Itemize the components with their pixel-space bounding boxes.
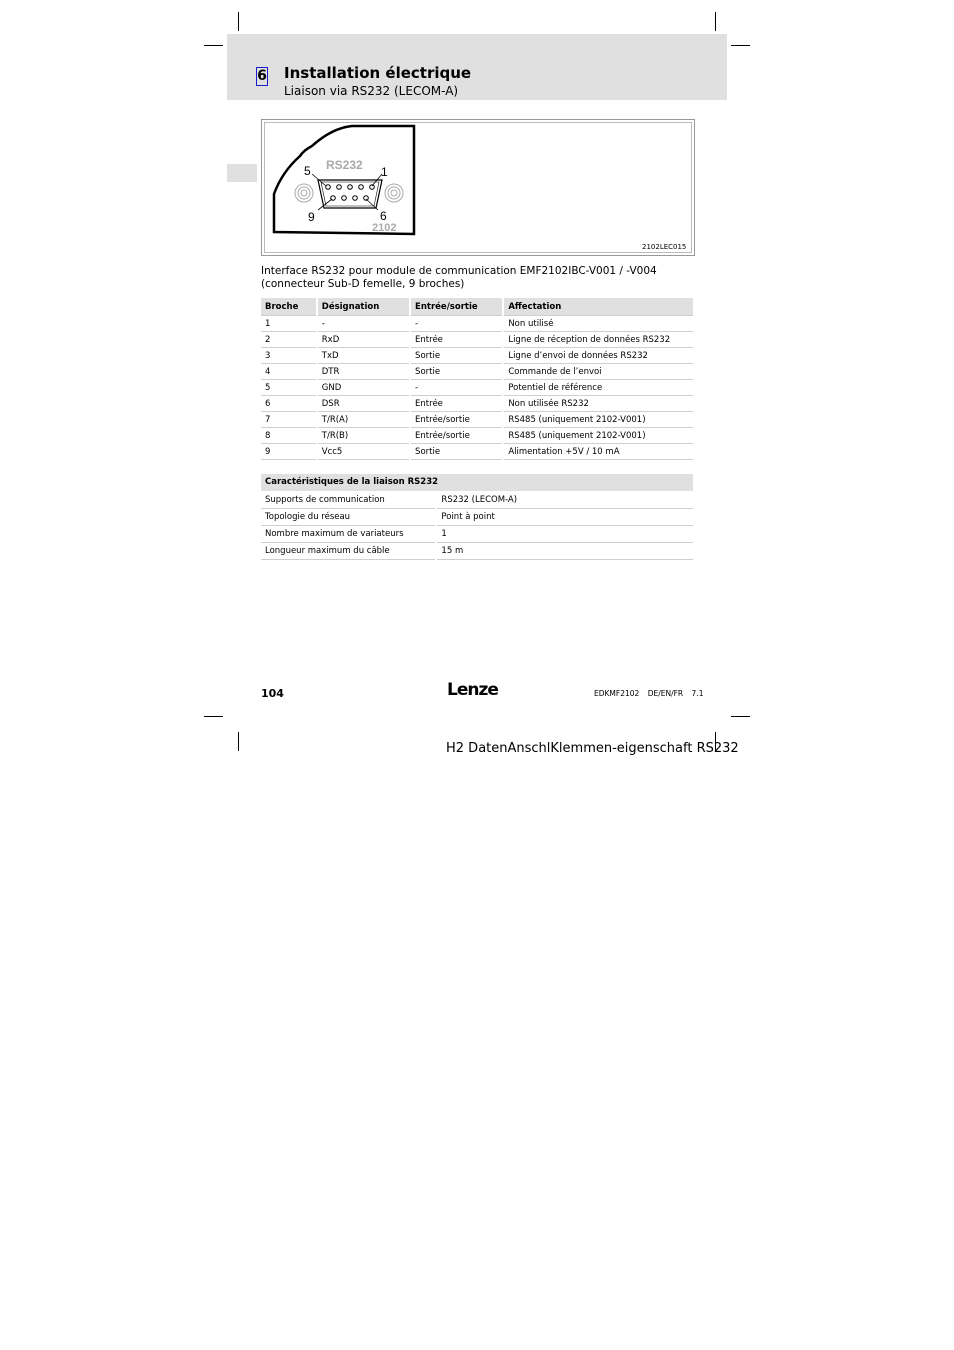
spec-value-cell: 1 [437,526,693,543]
pin-cell: 5 [261,380,316,396]
pin-cell: 9 [261,444,316,460]
doc-languages: DE/EN/FR [647,689,684,698]
crop-mark [238,12,239,31]
crop-mark [204,45,223,46]
assignment-cell: Potentiel de référence [504,380,693,396]
spec-name-cell: Topologie du réseau [261,509,435,526]
side-tab-marker [227,164,257,182]
crop-mark [204,716,223,717]
table-header-row [261,298,693,316]
chapter-title: Installation électrique [284,64,472,82]
lenze-logo: Lenze [447,680,498,700]
table-row [261,428,693,444]
table-row [261,492,693,509]
spec-name-cell: Longueur maximum du câble [261,543,435,560]
spec-value-cell: 15 m [437,543,693,560]
footer-reference: H2 DatenAnschlKlemmen-eigenschaft RS232 [446,741,739,756]
pin-table-body [261,316,693,460]
table-row [261,526,693,543]
spec-name-cell: Nombre maximum de variateurs [261,526,435,543]
col-header-assignment: Affectation [504,298,693,316]
spec-value-cell: RS232 (LECOM-A) [437,492,693,509]
designation-cell: DSR [318,396,409,412]
assignment-cell: Ligne d’envoi de données RS232 [504,348,693,364]
assignment-cell: RS485 (uniquement 2102-V001) [504,428,693,444]
chapter-number[interactable]: 6 [257,68,267,84]
pin-cell: 1 [261,316,316,332]
page-number: 104 [261,687,284,700]
pin-label-6: 6 [380,209,387,223]
pin-label-1: 1 [381,165,388,179]
assignment-cell: Ligne de réception de données RS232 [504,332,693,348]
io-cell: Entrée/sortie [411,412,502,428]
io-cell: Entrée [411,396,502,412]
io-cell: Sortie [411,348,502,364]
table-row [261,332,693,348]
link-spec-table [259,492,695,560]
table-row [261,396,693,412]
table-row [261,444,693,460]
doc-id: EDKMF2102 [594,689,640,698]
designation-cell: - [318,316,409,332]
designation-cell: RxD [318,332,409,348]
assignment-cell: Non utilisé [504,316,693,332]
pin-assignment-table [259,298,695,460]
spec-table-body [261,492,693,560]
io-cell: Sortie [411,364,502,380]
device-label: 2102 [372,222,397,234]
spec-name-cell: Supports de communication [261,492,435,509]
crop-mark [715,12,716,31]
pin-cell: 6 [261,396,316,412]
pin-cell: 2 [261,332,316,348]
io-cell: - [411,380,502,396]
table-row [261,509,693,526]
figure-code: 2102LEC015 [642,243,687,251]
assignment-cell: Alimentation +5V / 10 mA [504,444,693,460]
designation-cell: T/R(B) [318,428,409,444]
io-cell: Entrée [411,332,502,348]
designation-cell: T/R(A) [318,412,409,428]
crop-mark [731,45,750,46]
crop-mark [731,716,750,717]
io-cell: Entrée/sortie [411,428,502,444]
rs232-connector-drawing [262,120,694,255]
pin-label-5: 5 [304,164,311,178]
table-row [261,316,693,332]
assignment-cell: Commande de l’envoi [504,364,693,380]
pin-cell: 7 [261,412,316,428]
assignment-cell: Non utilisée RS232 [504,396,693,412]
designation-cell: TxD [318,348,409,364]
pin-cell: 4 [261,364,316,380]
table-row [261,380,693,396]
rs232-label: RS232 [326,158,363,172]
section-subtitle: Liaison via RS232 (LECOM-A) [284,84,459,98]
io-cell: - [411,316,502,332]
col-header-io: Entrée/sortie [411,298,502,316]
pin-cell: 8 [261,428,316,444]
intro-paragraph: Interface RS232 pour module de communication EMF2102IBC-V001 / -V004 (connecteur Sub-D femelle, 9 broches) [261,265,657,290]
pin-cell: 3 [261,348,316,364]
table-row [261,348,693,364]
document-code [594,689,709,698]
designation-cell: Vcc5 [318,444,409,460]
doc-version: 7.1 [691,689,704,698]
io-cell: Sortie [411,444,502,460]
connector-figure [261,119,695,256]
designation-cell: GND [318,380,409,396]
col-header-pin: Broche [261,298,316,316]
pin-label-9: 9 [308,210,315,224]
table-row [261,543,693,560]
designation-cell: DTR [318,364,409,380]
table-row [261,412,693,428]
assignment-cell: RS485 (uniquement 2102-V001) [504,412,693,428]
spec-table-header: Caractéristiques de la liaison RS232 [261,474,693,491]
col-header-designation: Désignation [318,298,409,316]
crop-mark [238,732,239,751]
table-row [261,364,693,380]
spec-value-cell: Point à point [437,509,693,526]
